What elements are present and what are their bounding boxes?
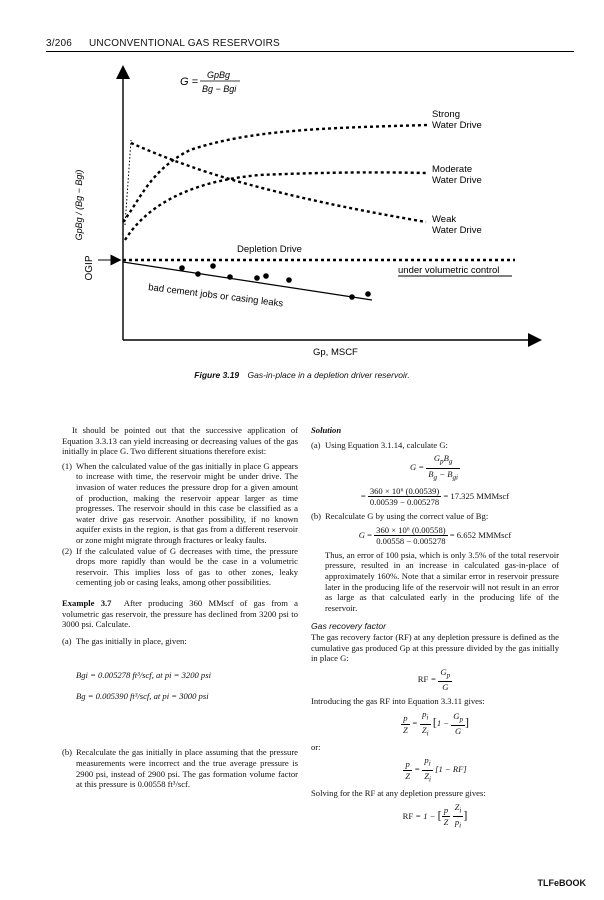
y-axis-label: GpBg / (Bg − Bgi) <box>74 169 84 241</box>
equation-1: = $\frac{\text{360 × 10⁶ (0.00539)}}{0.00539 - 0.005278}$ = 17.325 MMMscf <box>360 485 510 508</box>
equation-rf: RF = $\frac{G_p}{G}$ <box>417 666 451 693</box>
equation-rf-solved: RF = 1 − [ $\frac{p}{Z}$ $\frac{Z_i}{p_i}$ ] <box>402 801 468 830</box>
ogip-label: OGIP <box>84 255 95 281</box>
x-axis-label: Gp, MSCF <box>313 347 358 358</box>
label-depletion: Depletion Drive <box>237 244 302 255</box>
footer-brand: TLFeBOOK <box>537 878 586 888</box>
running-title: UNCONVENTIONAL GAS RESERVOIRS <box>89 38 280 49</box>
solution-heading: Solution <box>311 425 342 435</box>
step-a-text: Using Equation 3.1.14, calculate G: <box>325 439 448 450</box>
list-item-1-text: When the calculated value of the gas initially in place G appears to increase with time, the reservoir might be under drive. The invasion of water reduces the pressure drop for a given amount of production, making the reservoir appear larger as time progresses. The reservoir should in this case be classified as a water drive gas reservoir. Another possibility, if no known aquifer exists in the region, is that gas from a different reservoir or zone might migrate through fractures or leaky faults. <box>76 460 298 545</box>
leak-point <box>227 274 233 280</box>
example-paragraph <box>62 598 298 630</box>
eq2-result: = 6.652 MMMscf <box>449 529 512 540</box>
equation-2: G = $\frac{\text{360 × 10⁶ (0.00558)}}{0.00558 - 0.005278}$ = 6.652 MMMscf <box>358 524 512 547</box>
label-strong: Strong Water Drive <box>432 109 482 131</box>
rf-solve-text: Solving for the RF at any depletion pressure gives: <box>311 788 486 799</box>
eq1-denominator: 0.00539 − 0.005278 <box>369 497 440 508</box>
page-number: 3/206 <box>46 38 73 49</box>
list-item-2-text: If the calculated value of G decreases with time, the pressure drops more rapidly than would be the case in a volumetric reservoir. This implies loss of gas to other zones, leaky cementing job or casing leaks, among other possibilities. <box>76 545 298 588</box>
part-a: (a) The gas initially in place, given: <box>62 635 187 646</box>
label-leaks: bad cement jobs or casing leaks <box>147 282 284 310</box>
label-weak: Weak Water Drive <box>432 214 482 236</box>
figure-number: Figure 3.19 <box>194 370 240 380</box>
eq2-numerator: 360 × 10⁶ (0.00558) <box>376 524 446 535</box>
equation-p-over-z-1: $\frac{p}{Z}$ = $\frac{p_i}{Z_i}$ [1 − $\frac{G_p}{G}$ ] <box>402 709 470 738</box>
figure-caption-text: Gas-in-place in a depletion driver reservoir. <box>247 370 410 380</box>
leak-point <box>349 294 355 300</box>
gas-in-place-figure <box>0 0 604 370</box>
eq-den: Bg − Bgi <box>202 84 237 94</box>
leak-point <box>195 271 201 277</box>
eq-lhs: G = <box>180 76 199 88</box>
step-a: (a) Using Equation 3.1.14, calculate G: <box>311 439 448 450</box>
leak-point <box>254 275 260 281</box>
eq1-result: = 17.325 MMMscf <box>443 490 510 501</box>
leak-point <box>263 273 269 279</box>
eq1-numerator: 360 × 10⁶ (0.00539) <box>369 485 440 496</box>
leak-point <box>210 263 216 269</box>
example-label: Example 3.7 <box>62 597 112 608</box>
eq-num: GpBg <box>207 70 231 80</box>
equation-g-definition: G = $\frac{G_pB_g}{B_g - B_{gi}}$ <box>409 453 459 482</box>
part-a-text: The gas initially in place, given: <box>76 635 187 646</box>
leak-point <box>365 291 371 297</box>
rf-intro: Introducing the gas RF into Equation 3.3.11 gives: <box>311 695 485 706</box>
rf-heading: Gas recovery factor <box>311 621 386 632</box>
step-b: (b) Recalculate G by using the correct value of Bg: <box>311 511 489 521</box>
step-b-text: Recalculate G by using the correct value of Bg: <box>325 511 489 521</box>
list-item-1: (1) When the calculated value of the gas initially in place G appears to increase with time, the reservoir might be under drive. The invasion of water reduces the pressure drop for a given amount of production, making the reservoir appear larger as time progresses. The reservoir should in this case be classified as a water drive gas reservoir. Another possibility, if no known aquifer exists in the region, is that gas from a different reservoir or zone might migrate through fractures or leaky faults. <box>62 460 298 545</box>
figure-caption <box>0 370 604 380</box>
bg-value: Bg = 0.005390 ft³/scf, at pi = 3000 psi <box>76 690 209 701</box>
conclusion-paragraph: Thus, an error of 100 psia, which is only 3.5% of the total reservoir pressure, resulted in an increase in calculated gas-in-place of approximately 160%. Note that a similar error in reservoir pressure later in the producing life of the reservoir will not result in an error as large as that calculated early in the producing life of the reservoir. <box>325 549 559 613</box>
example-text: After producing 360 MMscf of gas from a volumetric gas reservoir, the pressure has declined from 3200 psi to 3000 psi. Calculate. <box>62 597 298 630</box>
or-text: or: <box>311 741 321 752</box>
right-column <box>311 425 559 834</box>
part-b: (b) Recalculate the gas initially in place assuming that the pressure measurements were incorrect and the true average pressure is 2900 psi, instead of 2900 psi. The gas formation volume factor at this pressure is 0.00558 ft³/scf. <box>62 747 298 790</box>
rf-paragraph: The gas recovery factor (RF) at any depletion pressure is defined as the cumulative gas produced Gp at this pressure divided by the gas initially in place G: <box>311 631 559 664</box>
leak-point <box>286 277 292 283</box>
curve-moderate-water-drive <box>125 172 426 240</box>
left-column <box>62 425 298 790</box>
intro-paragraph: It should be pointed out that the successive application of Equation 3.3.13 can yield increasing or decreasing values of the gas initially in place G. Two different situations therefore exist: <box>62 425 298 457</box>
bgi-value: Bgi = 0.005278 ft³/scf, at pi = 3200 psi <box>76 670 211 681</box>
list-item-2: (2) If the calculated value of G decreases with time, the pressure drops more rapidly than would be the case in a volumetric reservoir. This implies loss of gas to other zones, leaky cementing job or casing leaks, among other possibilities. <box>62 545 298 588</box>
label-volumetric: under volumetric control <box>398 265 500 276</box>
equation-p-over-z-2: $\frac{p}{Z}$ = $\frac{p_i}{Z_i}$ [1 − RF] <box>405 755 467 784</box>
label-moderate: Moderate Water Drive <box>432 164 482 186</box>
leak-point <box>179 265 185 271</box>
curve-weak-water-drive <box>131 143 426 222</box>
part-b-text: Recalculate the gas initially in place assuming that the pressure measurements were incorrect and the true average pressure is 2900 psi, instead of 2900 psi. The gas formation volume factor at this pressure is 0.00558 ft³/scf. <box>76 747 298 790</box>
eq2-denominator: 0.00558 − 0.005278 <box>376 536 446 547</box>
